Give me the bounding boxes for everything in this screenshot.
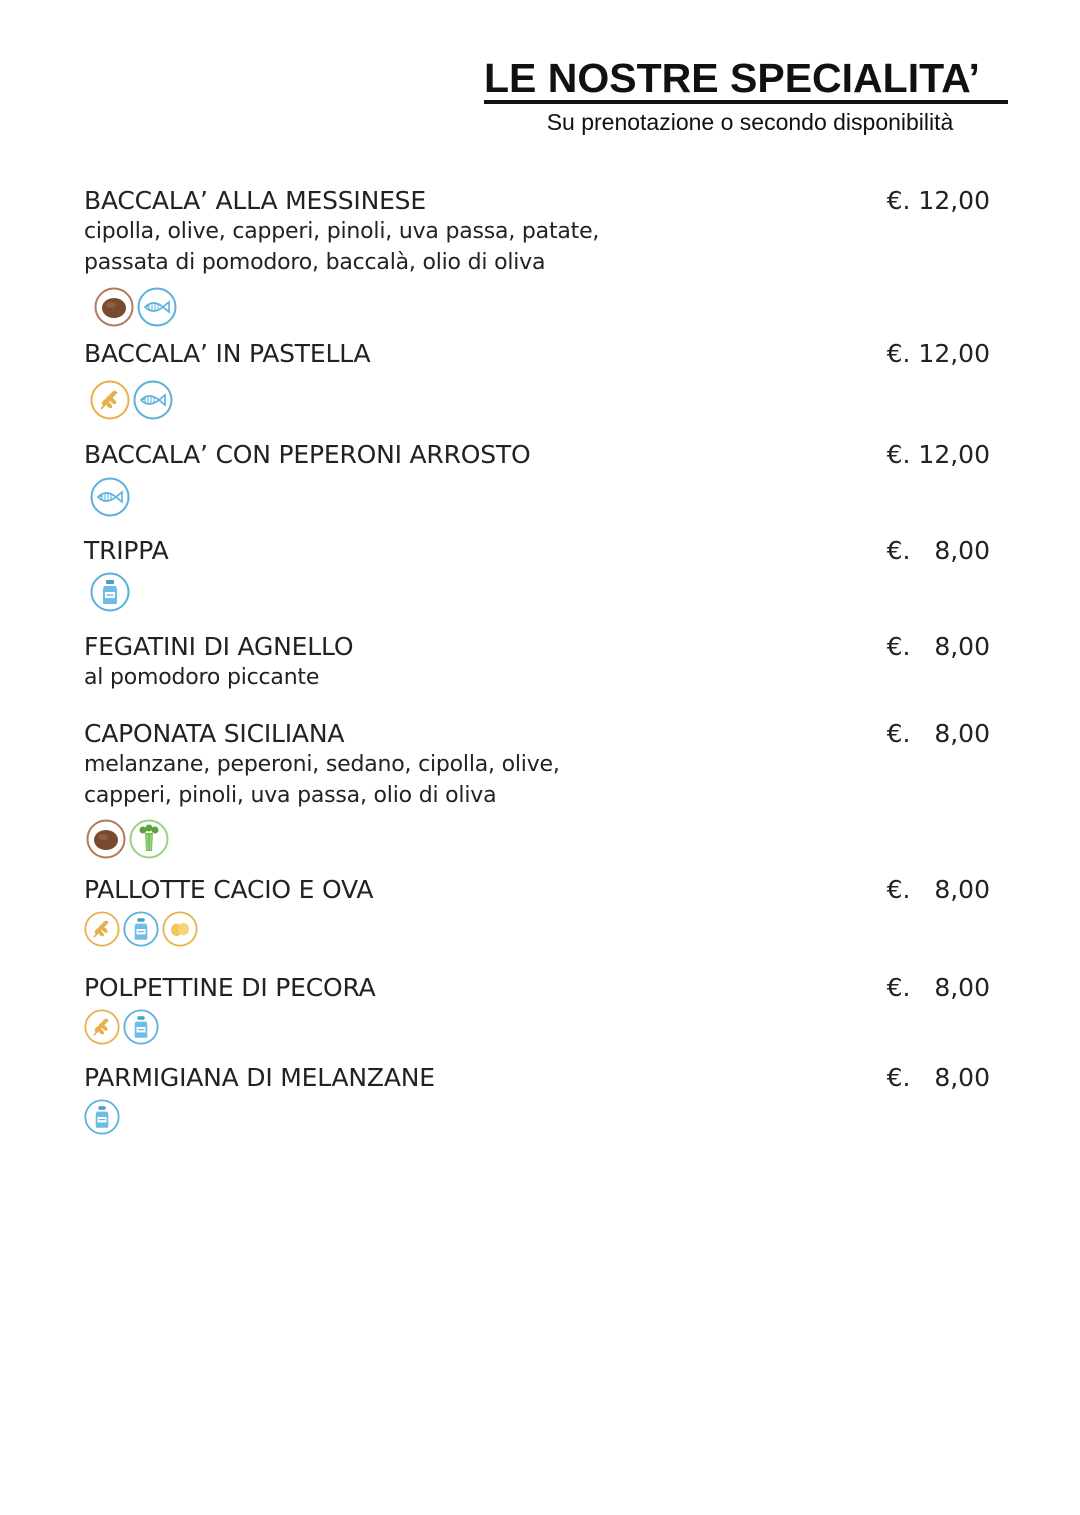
page-title: LE NOSTRE SPECIALITA’ (484, 56, 1008, 104)
gluten-icon (90, 380, 130, 420)
menu-item (84, 632, 990, 693)
allergen-icons (86, 819, 990, 859)
item-name: POLPETTINE DI PECORA (84, 973, 376, 1002)
fish-icon (133, 380, 173, 420)
menu-item (84, 339, 990, 420)
allergen-icons (90, 477, 990, 517)
menu-item (84, 719, 990, 859)
menu-item (84, 1063, 990, 1135)
item-price: €. 8,00 (886, 719, 990, 748)
gluten-icon (84, 1009, 120, 1045)
item-name: CAPONATA SICILIANA (84, 719, 345, 748)
item-name: PALLOTTE CACIO E OVA (84, 875, 374, 904)
allergen-icons (90, 380, 990, 420)
item-description: cipolla, olive, capperi, pinoli, uva passa, patate, (84, 219, 600, 244)
item-price: €. 8,00 (886, 632, 990, 661)
item-price: €. 8,00 (886, 875, 990, 904)
item-description: capperi, pinoli, uva passa, olio di oliva (84, 783, 497, 808)
menu-item (84, 973, 990, 1045)
celery-icon (129, 819, 169, 859)
item-price: €. 12,00 (886, 186, 990, 215)
allergen-icons (94, 287, 990, 327)
item-description: passata di pomodoro, baccalà, olio di oliva (84, 250, 546, 275)
fish-icon (90, 477, 130, 517)
milk-icon (90, 572, 130, 612)
allergen-icons (90, 572, 990, 612)
item-description: al pomodoro piccante (84, 665, 320, 690)
menu-item (84, 440, 990, 517)
menu-item (84, 536, 990, 612)
item-name: PARMIGIANA DI MELANZANE (84, 1063, 435, 1092)
item-price: €. 12,00 (886, 339, 990, 368)
item-description: melanzane, peperoni, sedano, cipolla, olive, (84, 752, 560, 777)
item-name: BACCALA’ IN PASTELLA (84, 339, 371, 368)
fish-icon (137, 287, 177, 327)
page-header (484, 56, 1008, 136)
item-price: €. 8,00 (886, 1063, 990, 1092)
milk-icon (123, 911, 159, 947)
allergen-icons (84, 1009, 990, 1045)
menu-item (84, 875, 990, 947)
item-price: €. 8,00 (886, 973, 990, 1002)
menu-item (84, 186, 990, 327)
item-price: €. 12,00 (886, 440, 990, 469)
item-price: €. 8,00 (886, 536, 990, 565)
item-name: FEGATINI DI AGNELLO (84, 632, 354, 661)
item-name: BACCALA’ ALLA MESSINESE (84, 186, 426, 215)
milk-icon (123, 1009, 159, 1045)
allergen-icons (84, 911, 990, 947)
allergen-icons (84, 1099, 990, 1135)
nuts-icon (94, 287, 134, 327)
gluten-icon (84, 911, 120, 947)
item-name: BACCALA’ CON PEPERONI ARROSTO (84, 440, 531, 469)
egg-icon (162, 911, 198, 947)
milk-icon (84, 1099, 120, 1135)
item-name: TRIPPA (84, 536, 169, 565)
nuts-icon (86, 819, 126, 859)
page-subtitle: Su prenotazione o secondo disponibilità (546, 109, 954, 135)
